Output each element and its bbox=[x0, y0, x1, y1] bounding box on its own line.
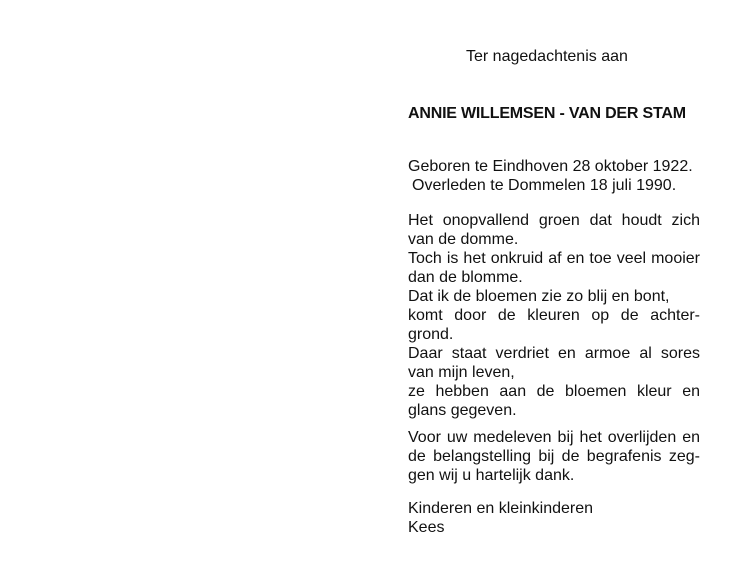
poem-line: Dat ik de bloemen zie zo blij en bont, bbox=[408, 288, 670, 305]
thanks-line: Voor uw medeleven bij het overlijden en bbox=[408, 429, 700, 446]
signoff bbox=[408, 499, 593, 537]
poem-line: glans gegeven. bbox=[408, 402, 517, 419]
deceased-name: ANNIE WILLEMSEN - VAN DER STAM bbox=[408, 105, 686, 122]
poem-line: Toch is het onkruid af en toe veel mooier bbox=[408, 250, 700, 267]
poem-line: van mijn leven, bbox=[408, 364, 515, 381]
death-line: Overleden te Dommelen 18 juli 1990. bbox=[412, 177, 677, 194]
poem-line: grond. bbox=[408, 326, 454, 343]
poem-line: komt door de kleuren op de achter- bbox=[408, 307, 700, 324]
intro-text: Ter nagedachtenis aan bbox=[466, 48, 628, 65]
signoff-line: Kees bbox=[408, 519, 445, 536]
poem-line: Daar staat verdriet en armoe al sores bbox=[408, 345, 700, 362]
poem-line: Het onopvallend groen dat houdt zich bbox=[408, 212, 700, 229]
poem-line: van de domme. bbox=[408, 231, 519, 248]
thanks-line: de belangstelling bij de begrafenis zeg- bbox=[408, 448, 700, 465]
poem bbox=[408, 211, 700, 420]
thanks-line: gen wij u hartelijk dank. bbox=[408, 467, 575, 484]
poem-line: ze hebben aan de bloemen kleur en bbox=[408, 383, 700, 400]
signoff-line: Kinderen en kleinkinderen bbox=[408, 500, 594, 517]
birth-line: Geboren te Eindhoven 28 oktober 1922. bbox=[408, 158, 693, 175]
poem-line: dan de blomme. bbox=[408, 269, 523, 286]
thanks-paragraph bbox=[408, 428, 700, 485]
